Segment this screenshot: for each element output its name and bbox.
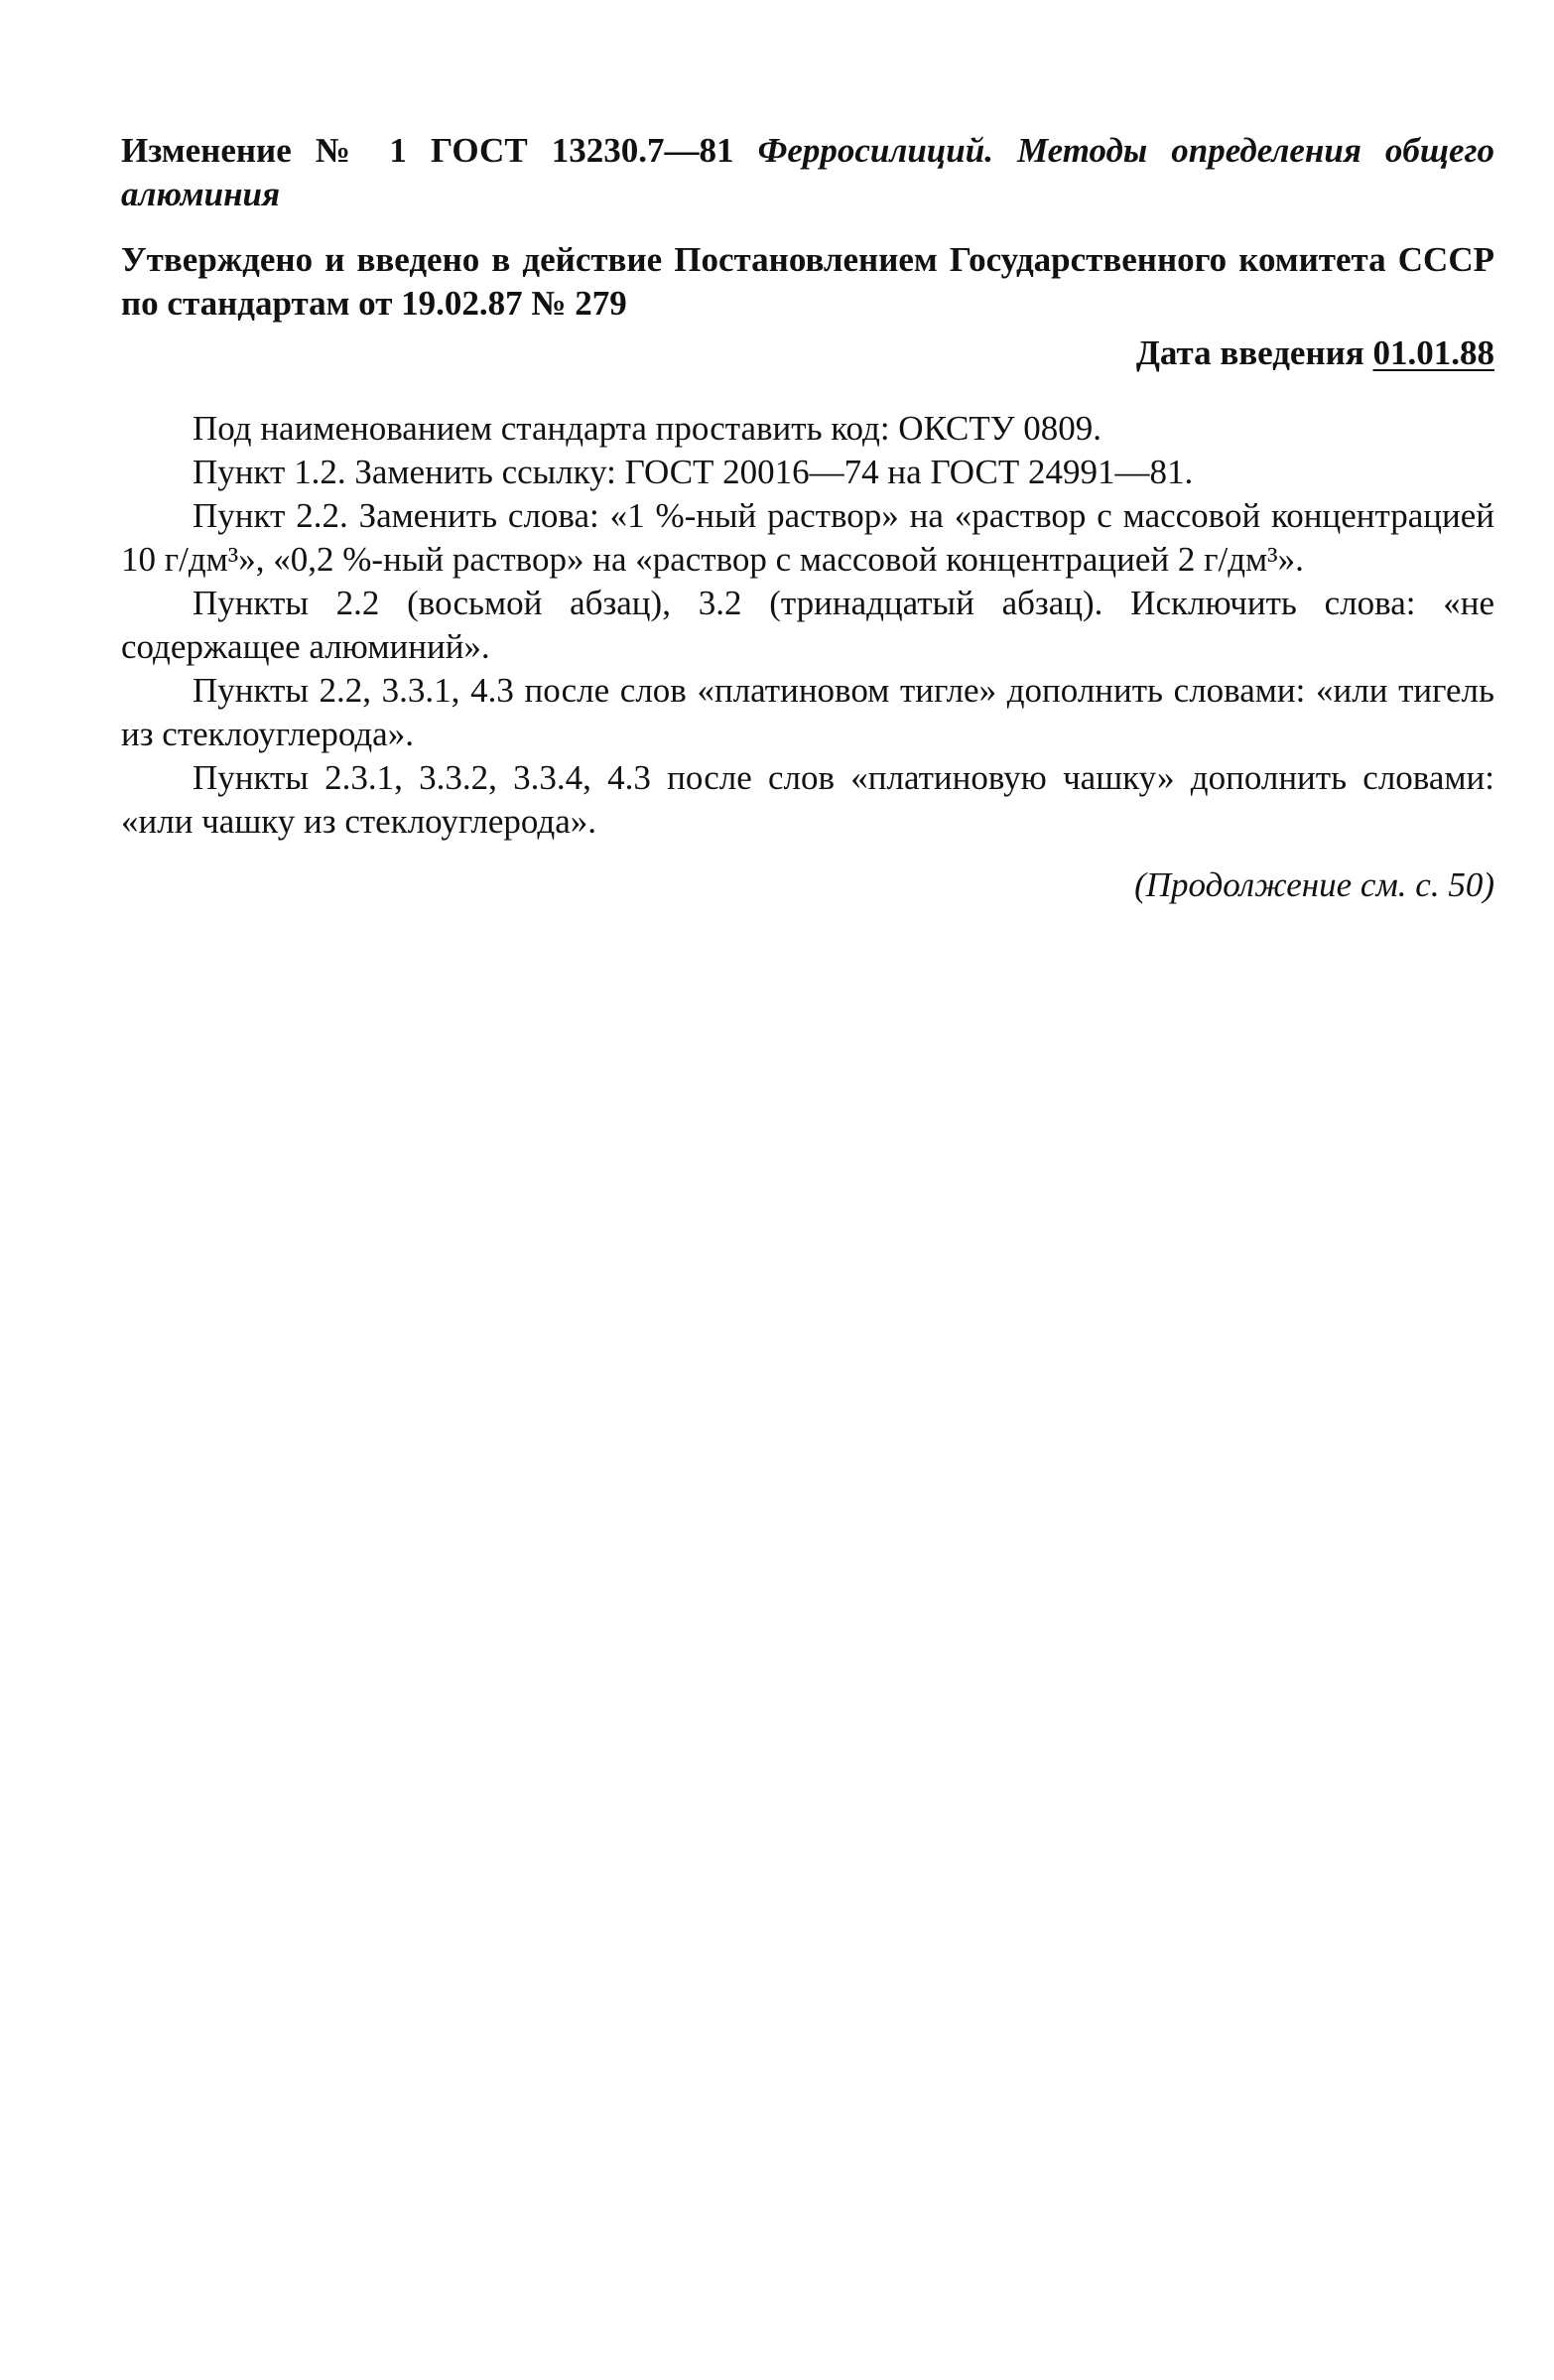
introduction-date-label: Дата введения [1135, 333, 1364, 372]
paragraph-clause-2-2: Пункт 2.2. Заменить слова: «1 %-ный раствор» на «раствор с массовой концентрацией 10 г/дм³», «0,2 %-ный раствор» на «раствор с массовой концентрацией 2 г/дм³». [121, 496, 1494, 579]
paragraph-platinum-crucible: Пункты 2.2, 3.3.1, 4.3 после слов «платиновом тигле» дополнить словами: «или тигель из стеклоуглерода». [121, 671, 1494, 753]
standard-title: Ферросилиций. Методы определения общего алюминия [121, 131, 1495, 213]
document-page [121, 129, 1494, 907]
change-number: Изменение № 1 ГОСТ 13230.7—81 [121, 131, 734, 170]
paragraph-clauses-2-2-3-2: Пункты 2.2 (восьмой абзац), 3.2 (тринадцатый абзац). Исключить слова: «не содержащее алюминий». [121, 584, 1494, 666]
amendment-body [121, 407, 1494, 844]
continuation-note: (Продолжение см. с. 50) [1134, 865, 1494, 904]
introduction-date-value: 01.01.88 [1372, 333, 1494, 372]
document-title [121, 129, 1494, 216]
paragraph-platinum-dish: Пункты 2.3.1, 3.3.2, 3.3.4, 4.3 после слов «платиновую чашку» дополнить словами: «или чашку из стеклоуглерода». [121, 758, 1494, 841]
paragraph-clause-1-2: Пункт 1.2. Заменить ссылку: ГОСТ 20016—74 на ГОСТ 24991—81. [193, 453, 1194, 491]
approval-statement: Утверждено и введено в действие Постановлением Государственного комитета СССР по стандартам от 19.02.87 № 279 [121, 240, 1494, 323]
introduction-date [121, 331, 1494, 375]
paragraph-okstu-code: Под наименованием стандарта проставить код: ОКСТУ 0809. [193, 409, 1102, 448]
